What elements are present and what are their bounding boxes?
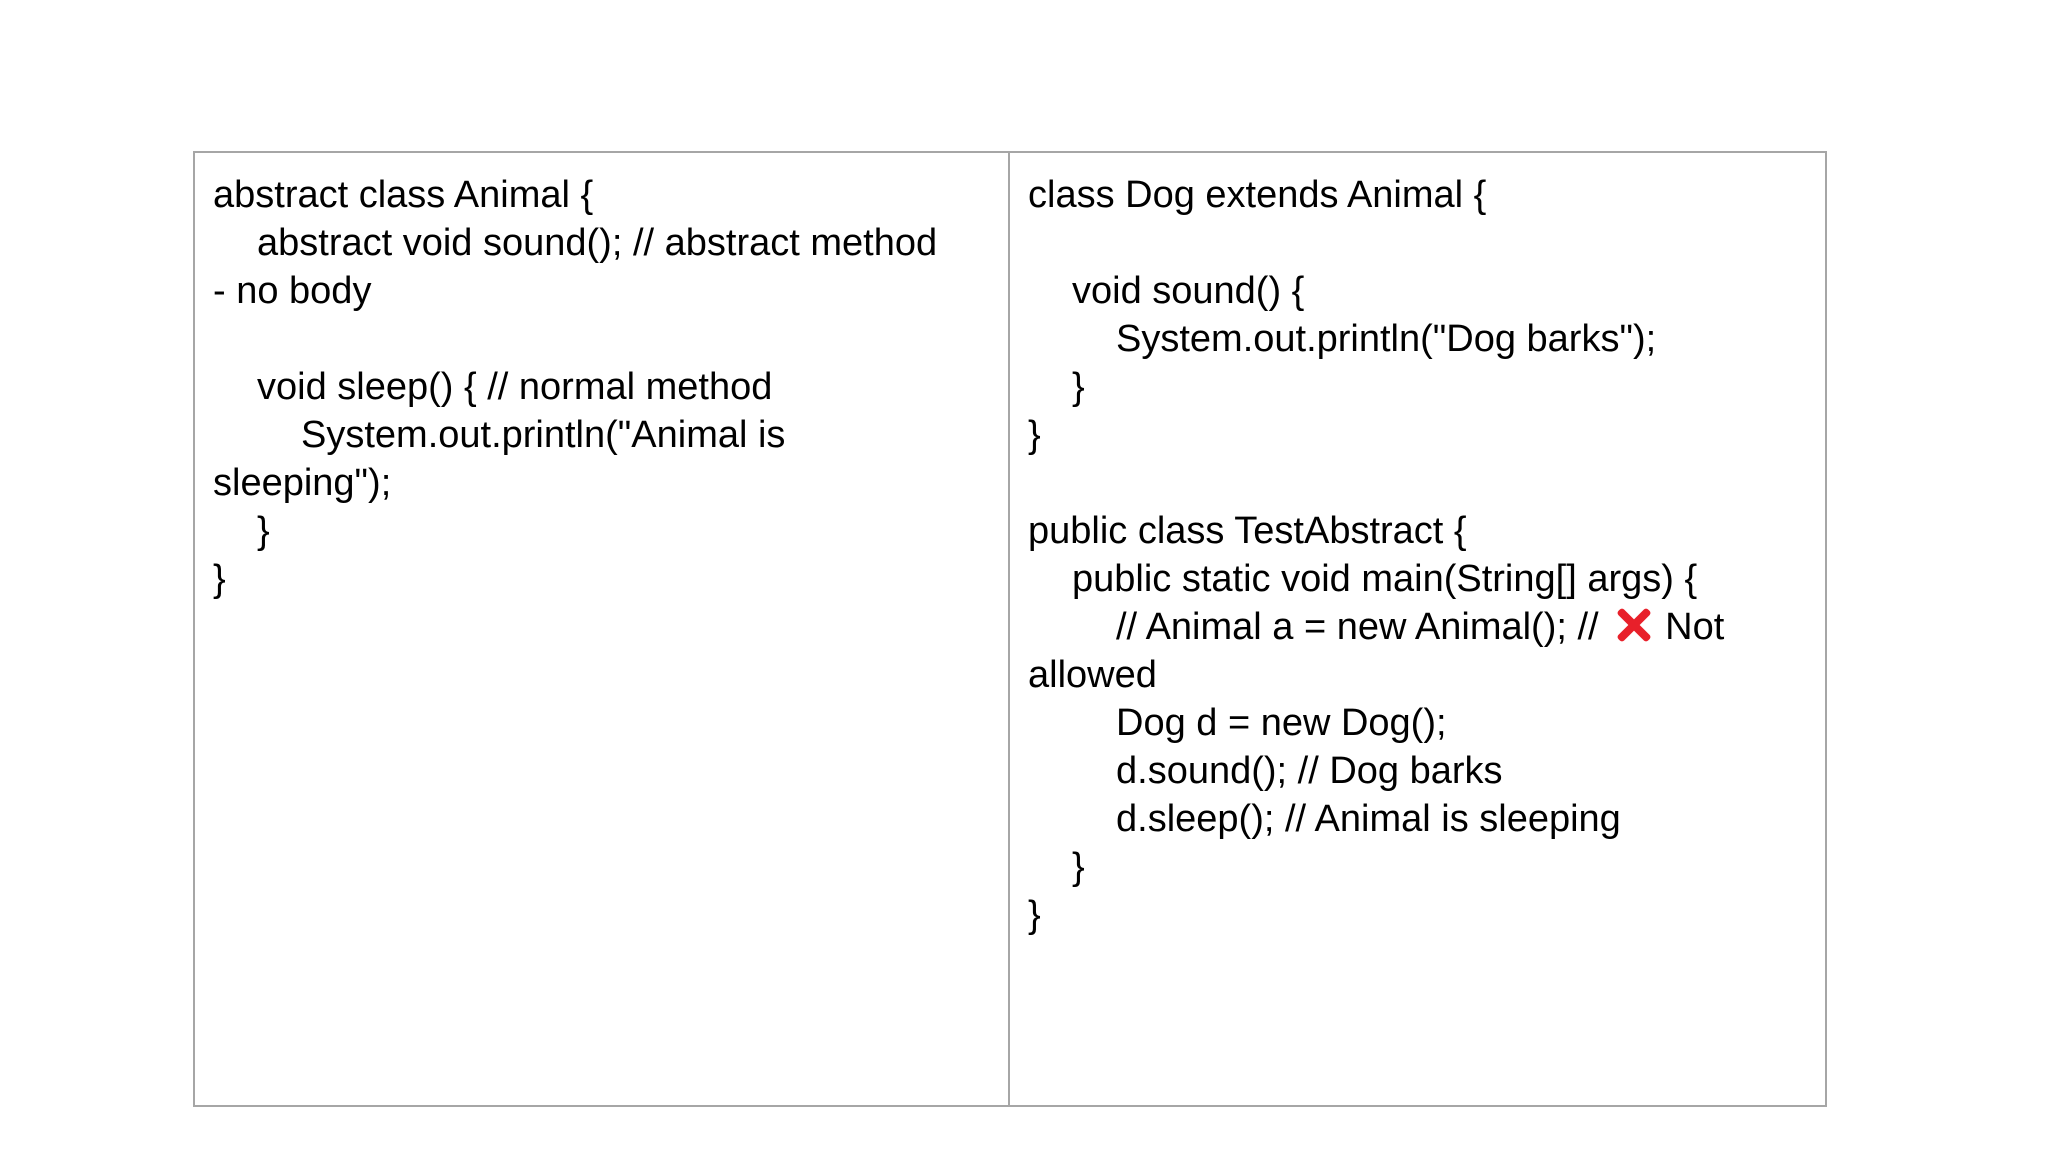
code-line: d.sleep(); // Animal is sleeping	[1116, 798, 1621, 840]
code-line: }	[213, 558, 226, 600]
code-line-not-allowed	[1028, 603, 1807, 651]
code-line: }	[257, 510, 270, 552]
code-line: }	[1072, 366, 1085, 408]
code-text: Not	[1665, 606, 1725, 648]
code-line: - no body	[213, 270, 372, 312]
blank-line	[1028, 219, 1807, 267]
blank-line	[1028, 459, 1807, 507]
code-line: d.sound(); // Dog barks	[1116, 750, 1503, 792]
code-line: public class TestAbstract {	[1028, 510, 1467, 552]
cross-mark-icon	[1611, 603, 1655, 647]
blank-line	[213, 315, 990, 363]
code-line: class Dog extends Animal {	[1028, 174, 1487, 216]
code-line: sleeping");	[213, 462, 392, 504]
code-line: public static void main(String[] args) {	[1072, 558, 1698, 600]
code-line: allowed	[1028, 654, 1157, 696]
dog-class-code-cell	[1010, 153, 1825, 1105]
code-line: System.out.println("Dog barks");	[1116, 318, 1657, 360]
code-line: abstract void sound(); // abstract method	[257, 222, 938, 264]
code-line: System.out.println("Animal is	[301, 414, 786, 456]
code-line: }	[1072, 846, 1085, 888]
code-text: // Animal a = new Animal(); //	[1116, 606, 1599, 648]
code-comparison-table	[193, 151, 1827, 1107]
code-line: void sleep() { // normal method	[257, 366, 773, 408]
code-line: abstract class Animal {	[213, 174, 594, 216]
code-line: Dog d = new Dog();	[1116, 702, 1447, 744]
code-line: }	[1028, 414, 1041, 456]
code-line: void sound() {	[1072, 270, 1305, 312]
animal-class-code-cell	[195, 153, 1010, 1105]
code-line: }	[1028, 894, 1041, 936]
